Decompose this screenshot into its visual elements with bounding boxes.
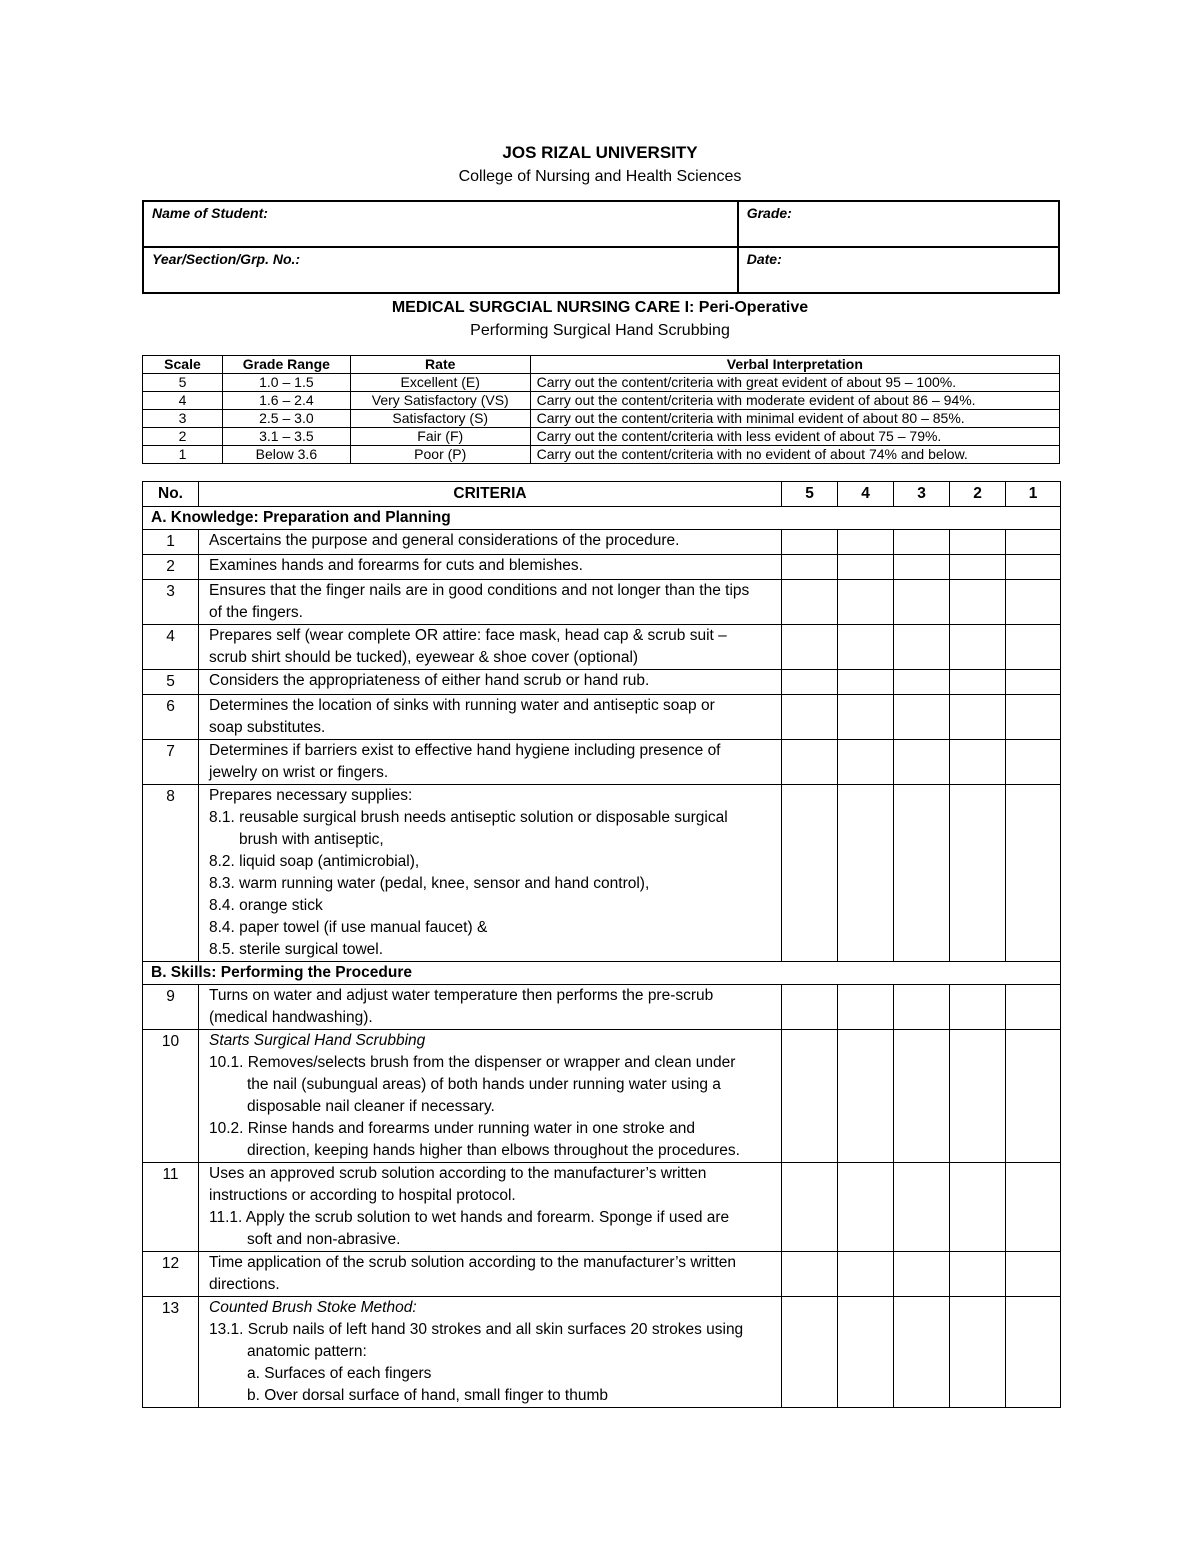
score-4-header: 4 bbox=[838, 482, 894, 507]
score-2-cell[interactable] bbox=[950, 625, 1006, 670]
criteria-line: 8.1. reusable surgical brush needs antiseptic solution or disposable surgical bbox=[209, 809, 728, 826]
criteria-line: 11.1. Apply the scrub solution to wet hands and forearm. Sponge if used are bbox=[209, 1209, 730, 1226]
score-3-cell[interactable] bbox=[894, 1163, 950, 1252]
score-5-cell[interactable] bbox=[782, 985, 838, 1030]
grade-range: 1.0 – 1.5 bbox=[222, 374, 350, 392]
criteria-text bbox=[199, 985, 782, 1030]
criteria-number: 12 bbox=[143, 1252, 199, 1297]
score-2-cell[interactable] bbox=[950, 785, 1006, 962]
criteria-line: soap substitutes. bbox=[209, 719, 326, 736]
criteria-line: Uses an approved scrub solution according to the manufacturer’s written bbox=[209, 1165, 707, 1182]
criteria-text bbox=[199, 1297, 782, 1408]
criteria-text bbox=[199, 625, 782, 670]
rate: Very Satisfactory (VS) bbox=[350, 392, 530, 410]
score-3-cell[interactable] bbox=[894, 785, 950, 962]
score-3-cell[interactable] bbox=[894, 1297, 950, 1408]
score-5-cell[interactable] bbox=[782, 1297, 838, 1408]
criteria-text bbox=[199, 1252, 782, 1297]
scale-row bbox=[143, 374, 1060, 392]
criteria-line: instructions or according to hospital protocol. bbox=[209, 1187, 516, 1204]
criteria-line: 10.1. Removes/selects brush from the dispenser or wrapper and clean under bbox=[209, 1054, 736, 1071]
criteria-line: disposable nail cleaner if necessary. bbox=[247, 1098, 495, 1115]
score-3-cell[interactable] bbox=[894, 740, 950, 785]
criteria-line: Time application of the scrub solution according to the manufacturer’s written bbox=[209, 1254, 736, 1271]
table-row bbox=[143, 1252, 1061, 1297]
grade-range: 2.5 – 3.0 bbox=[222, 410, 350, 428]
score-5-cell[interactable] bbox=[782, 785, 838, 962]
criteria-header-row bbox=[143, 482, 1061, 507]
score-1-cell[interactable] bbox=[1006, 1030, 1061, 1163]
score-4-cell[interactable] bbox=[838, 1297, 894, 1408]
criteria-text bbox=[199, 740, 782, 785]
score-1-cell[interactable] bbox=[1006, 695, 1061, 740]
score-2-cell[interactable] bbox=[950, 1252, 1006, 1297]
verbal-interpretation: Carry out the content/criteria with minimal evident of about 80 – 85%. bbox=[530, 410, 1059, 428]
grading-scale-table bbox=[142, 355, 1060, 464]
table-row bbox=[143, 985, 1061, 1030]
score-3-cell[interactable] bbox=[894, 530, 950, 555]
grade-range: 1.6 – 2.4 bbox=[222, 392, 350, 410]
scale-value: 3 bbox=[143, 410, 223, 428]
verbal-interpretation-header: Verbal Interpretation bbox=[530, 356, 1059, 374]
score-4-cell[interactable] bbox=[838, 740, 894, 785]
score-1-cell[interactable] bbox=[1006, 1252, 1061, 1297]
score-2-cell[interactable] bbox=[950, 580, 1006, 625]
table-row bbox=[143, 785, 1061, 962]
score-4-cell[interactable] bbox=[838, 785, 894, 962]
scale-row bbox=[143, 410, 1060, 428]
score-1-cell[interactable] bbox=[1006, 785, 1061, 962]
score-4-cell[interactable] bbox=[838, 1252, 894, 1297]
score-3-cell[interactable] bbox=[894, 580, 950, 625]
table-row bbox=[143, 670, 1061, 695]
student-info-table bbox=[142, 200, 1060, 294]
criteria-line: Prepares necessary supplies: bbox=[209, 787, 413, 804]
score-3-cell[interactable] bbox=[894, 1252, 950, 1297]
criteria-line: brush with antiseptic, bbox=[239, 831, 384, 848]
criteria-line: Determines the location of sinks with running water and antiseptic soap or bbox=[209, 697, 715, 714]
course-title: MEDICAL SURGCIAL NURSING CARE I: Peri-Operative bbox=[391, 299, 809, 316]
score-1-cell[interactable] bbox=[1006, 625, 1061, 670]
table-row bbox=[143, 1163, 1061, 1252]
criteria-line: Determines if barriers exist to effective hand hygiene including presence of bbox=[209, 742, 721, 759]
criteria-line: direction, keeping hands higher than elbows throughout the procedures. bbox=[247, 1142, 740, 1159]
criteria-line: anatomic pattern: bbox=[247, 1343, 367, 1360]
rate: Fair (F) bbox=[350, 428, 530, 446]
scale-value: 4 bbox=[143, 392, 223, 410]
criteria-line: 8.2. liquid soap (antimicrobial), bbox=[209, 853, 420, 870]
criteria-text bbox=[199, 785, 782, 962]
score-5-cell[interactable] bbox=[782, 580, 838, 625]
criteria-line: of the fingers. bbox=[209, 604, 303, 621]
table-row bbox=[143, 530, 1061, 555]
table-row bbox=[143, 625, 1061, 670]
score-1-cell[interactable] bbox=[1006, 1297, 1061, 1408]
criteria-line: directions. bbox=[209, 1276, 280, 1293]
year-section-field[interactable]: Year/Section/Grp. No.: bbox=[143, 247, 738, 293]
criteria-number: 9 bbox=[143, 985, 199, 1030]
score-1-cell[interactable] bbox=[1006, 1163, 1061, 1252]
section-a-heading: A. Knowledge: Preparation and Planning bbox=[143, 507, 1061, 530]
score-1-cell[interactable] bbox=[1006, 670, 1061, 695]
criteria-text bbox=[199, 695, 782, 740]
criteria-number: 11 bbox=[143, 1163, 199, 1252]
score-3-cell[interactable] bbox=[894, 695, 950, 740]
criteria-number: 13 bbox=[143, 1297, 199, 1408]
criteria-number: 1 bbox=[143, 530, 199, 555]
table-row bbox=[143, 580, 1061, 625]
name-of-student-field[interactable]: Name of Student: bbox=[143, 201, 738, 247]
scale-header: Scale bbox=[143, 356, 223, 374]
criteria-line: 8.4. paper towel (if use manual faucet) & bbox=[209, 919, 488, 936]
criteria-line: 8.3. warm running water (pedal, knee, sensor and hand control), bbox=[209, 875, 650, 892]
score-5-header: 5 bbox=[782, 482, 838, 507]
section-row bbox=[143, 962, 1061, 985]
table-row bbox=[143, 555, 1061, 580]
score-3-cell[interactable] bbox=[894, 555, 950, 580]
university-name: JOS RIZAL UNIVERSITY bbox=[502, 143, 698, 162]
score-3-cell[interactable] bbox=[894, 1030, 950, 1163]
score-2-cell[interactable] bbox=[950, 695, 1006, 740]
score-1-cell[interactable] bbox=[1006, 555, 1061, 580]
scale-row bbox=[143, 446, 1060, 464]
section-row bbox=[143, 507, 1061, 530]
criteria-header: CRITERIA bbox=[199, 482, 782, 507]
criteria-table bbox=[142, 481, 1061, 1408]
criteria-line: scrub shirt should be tucked), eyewear & shoe cover (optional) bbox=[209, 649, 639, 666]
section-b-heading: B. Skills: Performing the Procedure bbox=[143, 962, 1061, 985]
score-4-cell[interactable] bbox=[838, 695, 894, 740]
score-4-cell[interactable] bbox=[838, 555, 894, 580]
criteria-line: 8.4. orange stick bbox=[209, 897, 323, 914]
criteria-text bbox=[199, 1163, 782, 1252]
criteria-text bbox=[199, 670, 782, 695]
criteria-number: 2 bbox=[143, 555, 199, 580]
criteria-line: 13.1. Scrub nails of left hand 30 strokes and all skin surfaces 20 strokes using bbox=[209, 1321, 744, 1338]
verbal-interpretation: Carry out the content/criteria with moderate evident of about 86 – 94%. bbox=[530, 392, 1059, 410]
verbal-interpretation: Carry out the content/criteria with great evident of about 95 – 100%. bbox=[530, 374, 1059, 392]
criteria-number: 8 bbox=[143, 785, 199, 962]
criteria-line: the nail (subungual areas) of both hands under running water using a bbox=[247, 1076, 721, 1093]
rate: Poor (P) bbox=[350, 446, 530, 464]
score-5-cell[interactable] bbox=[782, 670, 838, 695]
criteria-line: Starts Surgical Hand Scrubbing bbox=[209, 1032, 426, 1049]
criteria-line: b. Over dorsal surface of hand, small finger to thumb bbox=[247, 1387, 608, 1404]
table-row bbox=[143, 1297, 1061, 1408]
criteria-number: 5 bbox=[143, 670, 199, 695]
criteria-number: 7 bbox=[143, 740, 199, 785]
score-1-header: 1 bbox=[1006, 482, 1061, 507]
score-3-cell[interactable] bbox=[894, 985, 950, 1030]
score-1-cell[interactable] bbox=[1006, 740, 1061, 785]
criteria-text bbox=[199, 580, 782, 625]
verbal-interpretation: Carry out the content/criteria with no evident of about 74% and below. bbox=[530, 446, 1059, 464]
grade-range-header: Grade Range bbox=[222, 356, 350, 374]
scale-value: 2 bbox=[143, 428, 223, 446]
score-3-cell[interactable] bbox=[894, 670, 950, 695]
score-3-header: 3 bbox=[894, 482, 950, 507]
criteria-text bbox=[199, 1030, 782, 1163]
score-4-cell[interactable] bbox=[838, 530, 894, 555]
score-5-cell[interactable] bbox=[782, 695, 838, 740]
score-5-cell[interactable] bbox=[782, 1252, 838, 1297]
score-2-cell[interactable] bbox=[950, 670, 1006, 695]
score-4-cell[interactable] bbox=[838, 1163, 894, 1252]
score-4-cell[interactable] bbox=[838, 625, 894, 670]
table-row bbox=[143, 1030, 1061, 1163]
skill-title: Performing Surgical Hand Scrubbing bbox=[470, 322, 730, 339]
grade-range: 3.1 – 3.5 bbox=[222, 428, 350, 446]
score-5-cell[interactable] bbox=[782, 555, 838, 580]
criteria-line: Ascertains the purpose and general considerations of the procedure. bbox=[209, 532, 680, 549]
score-3-cell[interactable] bbox=[894, 625, 950, 670]
criteria-line: 8.5. sterile surgical towel. bbox=[209, 941, 384, 958]
score-2-cell[interactable] bbox=[950, 1030, 1006, 1163]
score-5-cell[interactable] bbox=[782, 625, 838, 670]
score-4-cell[interactable] bbox=[838, 670, 894, 695]
scale-value: 1 bbox=[143, 446, 223, 464]
no-header: No. bbox=[143, 482, 199, 507]
criteria-number: 3 bbox=[143, 580, 199, 625]
scale-header-row bbox=[143, 356, 1060, 374]
grade-range: Below 3.6 bbox=[222, 446, 350, 464]
table-row bbox=[143, 740, 1061, 785]
scale-row bbox=[143, 392, 1060, 410]
criteria-number: 6 bbox=[143, 695, 199, 740]
verbal-interpretation: Carry out the content/criteria with less evident of about 75 – 79%. bbox=[530, 428, 1059, 446]
criteria-line: Counted Brush Stoke Method: bbox=[209, 1299, 417, 1316]
score-2-cell[interactable] bbox=[950, 1163, 1006, 1252]
criteria-number: 10 bbox=[143, 1030, 199, 1163]
rate: Satisfactory (S) bbox=[350, 410, 530, 428]
criteria-number: 4 bbox=[143, 625, 199, 670]
score-5-cell[interactable] bbox=[782, 1030, 838, 1163]
score-1-cell[interactable] bbox=[1006, 580, 1061, 625]
score-4-cell[interactable] bbox=[838, 985, 894, 1030]
score-1-cell[interactable] bbox=[1006, 985, 1061, 1030]
score-2-cell[interactable] bbox=[950, 530, 1006, 555]
criteria-line: 10.2. Rinse hands and forearms under running water in one stroke and bbox=[209, 1120, 695, 1137]
score-5-cell[interactable] bbox=[782, 1163, 838, 1252]
date-field[interactable]: Date: bbox=[738, 247, 1059, 293]
criteria-line: Prepares self (wear complete OR attire: face mask, head cap & scrub suit – bbox=[209, 627, 727, 644]
rate-header: Rate bbox=[350, 356, 530, 374]
criteria-line: (medical handwashing). bbox=[209, 1009, 373, 1026]
rate: Excellent (E) bbox=[350, 374, 530, 392]
score-2-header: 2 bbox=[950, 482, 1006, 507]
criteria-text bbox=[199, 555, 782, 580]
college-name: College of Nursing and Health Sciences bbox=[458, 168, 742, 185]
criteria-line: Examines hands and forearms for cuts and blemishes. bbox=[209, 557, 583, 574]
score-1-cell[interactable] bbox=[1006, 530, 1061, 555]
score-2-cell[interactable] bbox=[950, 985, 1006, 1030]
score-5-cell[interactable] bbox=[782, 530, 838, 555]
criteria-line: Ensures that the finger nails are in good conditions and not longer than the tips bbox=[209, 582, 750, 599]
criteria-line: jewelry on wrist or fingers. bbox=[209, 764, 389, 781]
table-row bbox=[143, 695, 1061, 740]
score-2-cell[interactable] bbox=[950, 1297, 1006, 1408]
score-2-cell[interactable] bbox=[950, 555, 1006, 580]
score-5-cell[interactable] bbox=[782, 740, 838, 785]
score-4-cell[interactable] bbox=[838, 580, 894, 625]
scale-row bbox=[143, 428, 1060, 446]
criteria-line: Considers the appropriateness of either hand scrub or hand rub. bbox=[209, 672, 650, 689]
criteria-line: Turns on water and adjust water temperature then performs the pre-scrub bbox=[209, 987, 714, 1004]
criteria-line: a. Surfaces of each fingers bbox=[247, 1365, 432, 1382]
score-4-cell[interactable] bbox=[838, 1030, 894, 1163]
grade-field[interactable]: Grade: bbox=[738, 201, 1059, 247]
scale-value: 5 bbox=[143, 374, 223, 392]
score-2-cell[interactable] bbox=[950, 740, 1006, 785]
criteria-text bbox=[199, 530, 782, 555]
criteria-line: soft and non-abrasive. bbox=[247, 1231, 401, 1248]
